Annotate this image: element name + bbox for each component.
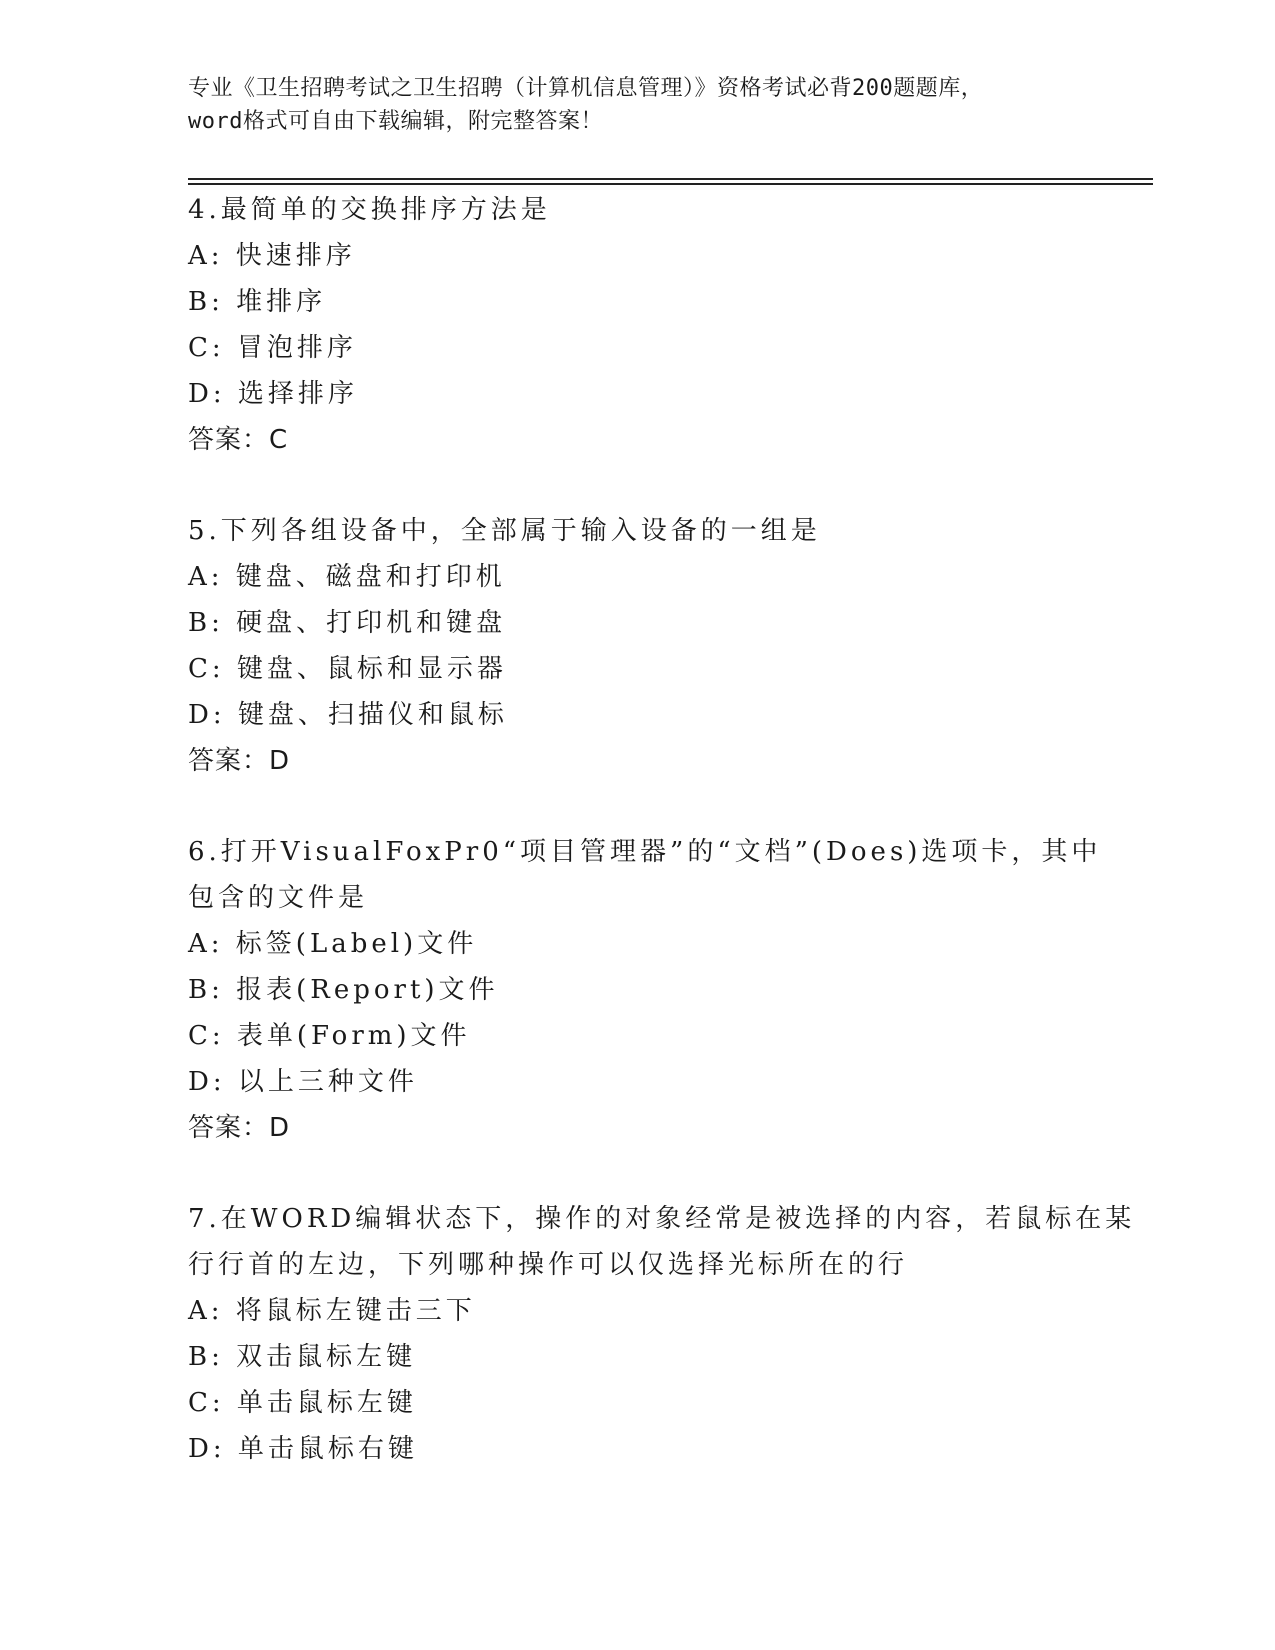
option-b: B: 硬盘、打印机和键盘 — [188, 608, 507, 638]
question-block — [188, 508, 1088, 784]
question-stem: 6.打开VisualFoxPr0“项目管理器”的“文档”(Does)选项卡，其中 — [188, 837, 1102, 867]
header-divider-bottom — [188, 183, 1153, 185]
question-block — [188, 187, 1088, 463]
option-a: A: 快速排序 — [188, 241, 356, 271]
option-c: C: 单击鼠标左键 — [188, 1388, 417, 1418]
header-divider-top — [188, 178, 1153, 180]
option-d: D: 选择排序 — [188, 379, 358, 409]
option-d: D: 单击鼠标右键 — [188, 1434, 418, 1464]
header-line-2: word格式可自由下载编辑，附完整答案！ — [188, 109, 603, 134]
option-b: B: 报表(Report)文件 — [188, 975, 499, 1005]
option-c: C: 表单(Form)文件 — [188, 1021, 471, 1051]
option-a: A: 标签(Label)文件 — [188, 929, 478, 959]
question-stem-continued: 行行首的左边，下列哪种操作可以仅选择光标所在的行 — [188, 1250, 909, 1280]
option-d: D: 以上三种文件 — [188, 1067, 418, 1097]
option-a: A: 键盘、磁盘和打印机 — [188, 562, 506, 592]
question-block — [188, 829, 1102, 1151]
option-b: B: 双击鼠标左键 — [188, 1342, 417, 1372]
option-d: D: 键盘、扫描仪和鼠标 — [188, 700, 508, 730]
answer: 答案：C — [188, 425, 289, 455]
document-header — [188, 72, 1088, 138]
option-c: C: 冒泡排序 — [188, 333, 357, 363]
option-b: B: 堆排序 — [188, 287, 327, 317]
option-a: A: 将鼠标左键击三下 — [188, 1296, 476, 1326]
question-stem: 5.下列各组设备中，全部属于输入设备的一组是 — [188, 516, 821, 546]
option-c: C: 键盘、鼠标和显示器 — [188, 654, 507, 684]
question-stem-continued: 包含的文件是 — [188, 883, 369, 913]
question-stem: 7.在WORD编辑状态下，操作的对象经常是被选择的内容，若鼠标在某 — [188, 1204, 1136, 1234]
question-block — [188, 1196, 1136, 1472]
question-list — [188, 187, 1136, 1472]
answer: 答案：D — [188, 746, 291, 776]
header-line-1: 专业《卫生招聘考试之卫生招聘（计算机信息管理）》资格考试必背200题题库， — [188, 76, 984, 101]
question-stem: 4.最简单的交换排序方法是 — [188, 195, 551, 225]
answer: 答案：D — [188, 1113, 291, 1143]
